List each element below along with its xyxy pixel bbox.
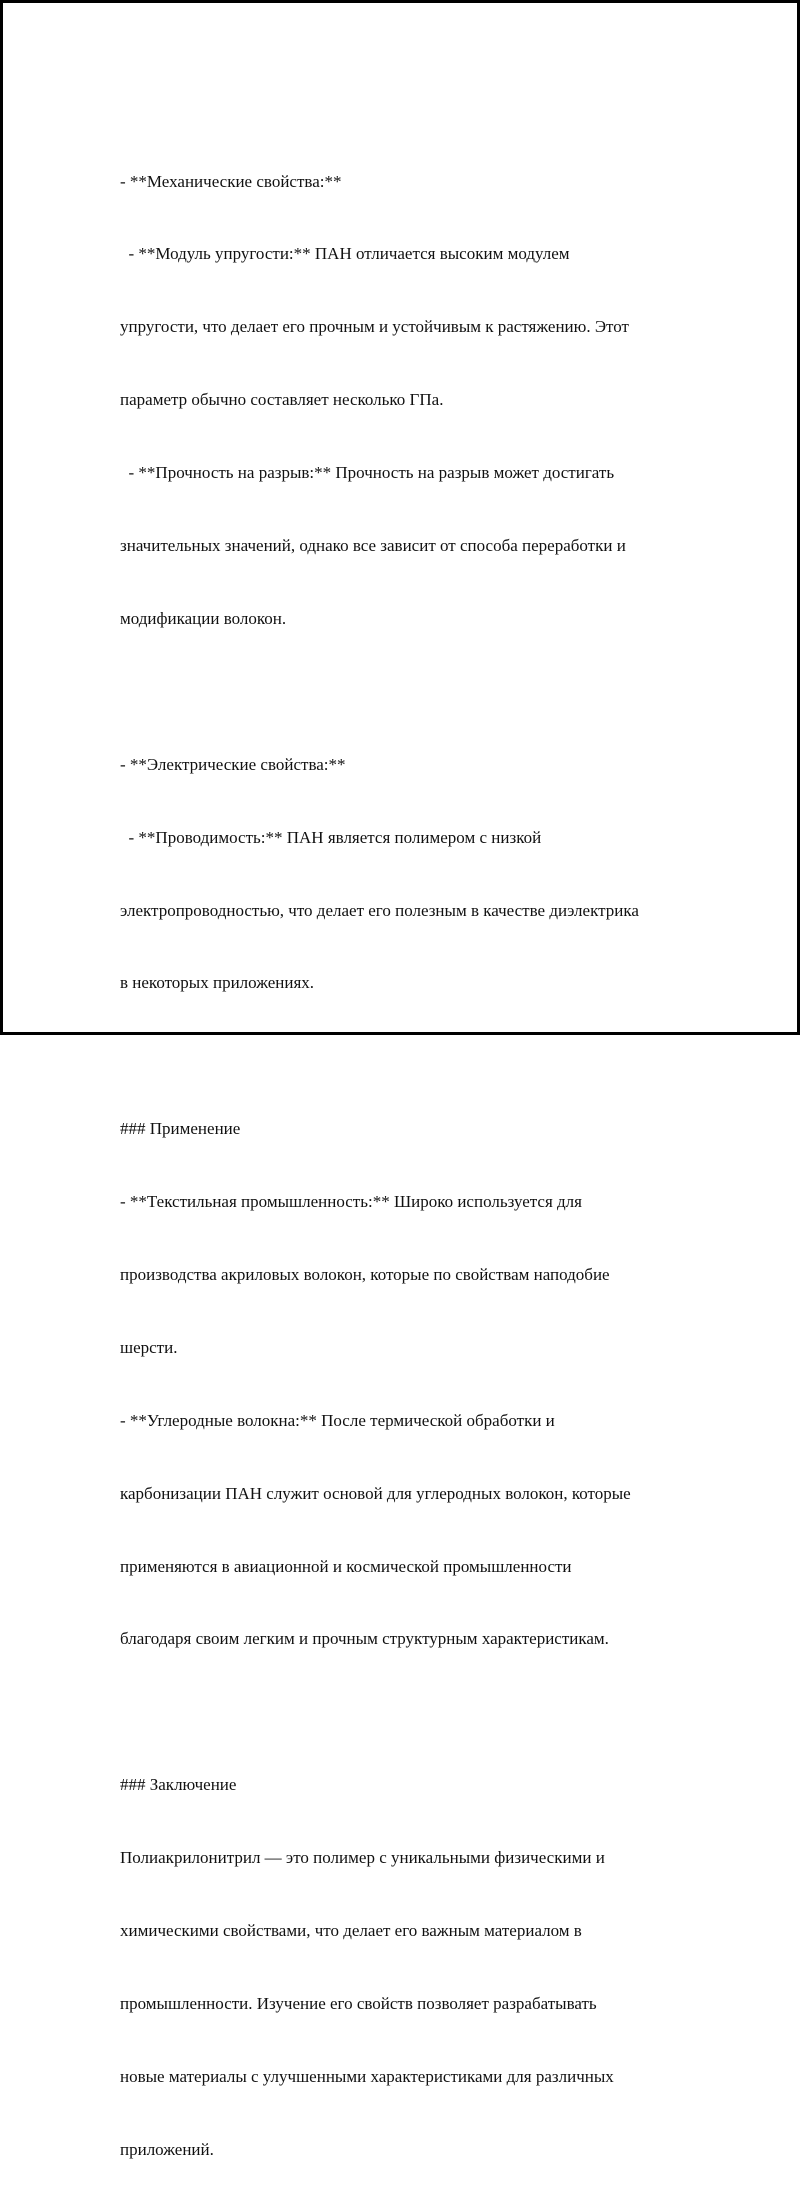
document-body <box>120 121 710 2211</box>
carbon-fibers-line-1: - **Углеродные волокна:** После термической обработки и <box>120 1410 555 1430</box>
mechanical-properties-heading: - **Механические свойства:** <box>120 171 342 191</box>
blank-line <box>120 1700 710 1724</box>
conclusion-line-1: Полиакрилонитрил — это полимер с уникальными физическими и <box>120 1848 605 1868</box>
conclusion-section-heading: ### Заключение <box>120 1775 237 1795</box>
blank-line <box>120 680 710 704</box>
conclusion-line-2: химическими свойствами, что делает его важным материалом в <box>120 1920 582 1940</box>
textile-industry-line-2: производства акриловых волокон, которые по свойствам наподобие <box>120 1264 610 1284</box>
conclusion-line-3: промышленности. Изучение его свойств позволяет разрабатывать <box>120 1993 597 2013</box>
elastic-modulus-line-3: параметр обычно составляет несколько ГПа. <box>120 390 444 410</box>
conductivity-line-1: - **Проводимость:** ПАН является полимером с низкой <box>120 827 542 847</box>
conclusion-line-4: новые материалы с улучшенными характеристиками для различных <box>120 2066 614 2086</box>
conductivity-line-2: электропроводностью, что делает его полезным в качестве диэлектрика <box>120 900 639 920</box>
textile-industry-line-3: шерсти. <box>120 1337 178 1357</box>
conductivity-line-3: в некоторых приложениях. <box>120 973 315 993</box>
elastic-modulus-line-1: - **Модуль упругости:** ПАН отличается высоким модулем <box>120 244 570 264</box>
conclusion-line-5: приложений. <box>120 2139 214 2159</box>
electrical-properties-heading: - **Электрические свойства:** <box>120 754 346 774</box>
carbon-fibers-line-3: применяются в авиационной и космической промышленности <box>120 1556 572 1576</box>
carbon-fibers-line-4: благодаря своим легким и прочным структурным характеристикам. <box>120 1629 609 1649</box>
textile-industry-line-1: - **Текстильная промышленность:** Широко используется для <box>120 1192 582 1212</box>
carbon-fibers-line-2: карбонизации ПАН служит основой для углеродных волокон, которые <box>120 1483 631 1503</box>
blank-line <box>120 1044 710 1068</box>
elastic-modulus-line-2: упругости, что делает его прочным и устойчивым к растяжению. Этот <box>120 317 629 337</box>
tensile-strength-line-3: модификации волокон. <box>120 608 287 628</box>
application-section-heading: ### Применение <box>120 1119 241 1139</box>
tensile-strength-line-1: - **Прочность на разрыв:** Прочность на разрыв может достигать <box>120 463 615 483</box>
tensile-strength-line-2: значительных значений, однако все зависит от способа переработки и <box>120 536 626 556</box>
